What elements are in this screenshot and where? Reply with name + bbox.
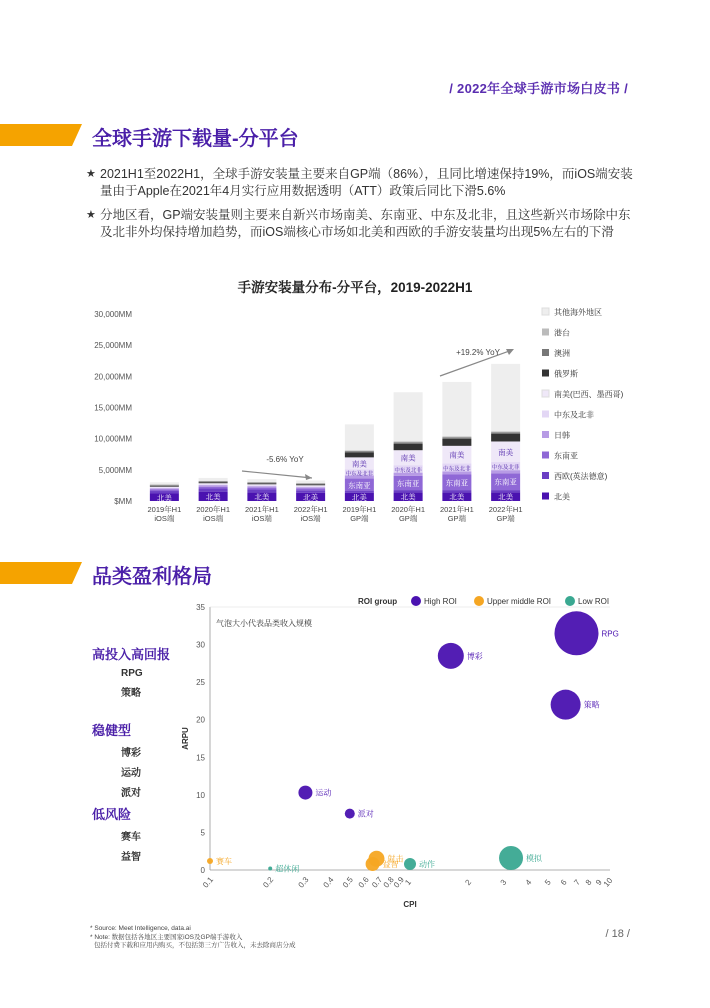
bar-segment (491, 364, 520, 432)
bubble-point (555, 611, 599, 655)
bar-segment (296, 490, 325, 492)
x-tick-label: 4 (523, 877, 534, 887)
x-tick-label: 2019年H1 (342, 505, 377, 514)
legend-swatch (542, 390, 549, 397)
x-tick-label: iOS端 (251, 514, 272, 523)
trend-arrow-ios (242, 471, 312, 478)
bar-segment (491, 431, 520, 432)
bar-segment (345, 424, 374, 450)
x-tick-label: 1 (403, 877, 413, 887)
legend-label: 西欧(英法德意) (554, 472, 608, 481)
bubble-label: 博彩 (466, 651, 483, 661)
bar-segment (296, 489, 325, 491)
legend-bubble-icon (411, 596, 421, 606)
bar-segment (150, 485, 179, 486)
category-group-label: 稳健型 (92, 723, 132, 738)
bubble-chart (180, 592, 630, 914)
bar-segment (199, 481, 228, 482)
legend-bubble-icon (565, 596, 575, 606)
legend-bubble-icon (474, 596, 484, 606)
bar-segment (442, 436, 471, 437)
x-tick-label: 8 (583, 877, 594, 887)
category-group (92, 804, 192, 863)
bubble-label: 派对 (357, 809, 374, 819)
bar-segment (247, 489, 276, 492)
bubble-point (207, 858, 213, 864)
legend-label: 东南亚 (554, 451, 578, 461)
y-tick-label: 5 (200, 828, 205, 838)
legend-label: 港台 (554, 328, 570, 338)
legend-swatch (542, 349, 549, 356)
category-item: 运动 (121, 768, 141, 779)
bubble-point (268, 866, 272, 870)
bar-segment (150, 489, 179, 491)
legend-label: 北美 (554, 492, 570, 502)
bubble-label: 运动 (315, 788, 332, 798)
x-tick-label: 2020年H1 (391, 505, 426, 514)
star-bullet-icon: ★ (86, 168, 96, 180)
bubble-label: 赛车 (216, 856, 232, 866)
x-tick-label: GP端 (398, 514, 418, 523)
bar-data-label: 中东及北非 (443, 466, 471, 473)
bar-segment (394, 490, 423, 492)
x-tick-label: iOS端 (300, 514, 321, 523)
y-tick-label: 35 (196, 603, 205, 612)
x-tick-label: GP端 (496, 514, 515, 523)
bar-segment (150, 488, 179, 489)
category-side-list (92, 644, 192, 863)
bar-segment (150, 488, 179, 489)
x-tick-label: 3 (498, 877, 509, 887)
x-tick-label: 0.5 (340, 875, 355, 890)
bar-segment (394, 441, 423, 442)
bar-data-label: 南美 (400, 453, 416, 463)
bubble-point (404, 858, 416, 870)
legend-swatch (542, 329, 549, 336)
x-tick-label: 6 (558, 877, 569, 887)
x-tick-label: 2022年H1 (293, 505, 328, 514)
bar-data-label: 南美 (351, 459, 367, 469)
x-tick-label: 2 (463, 877, 474, 887)
bar-segment (491, 434, 520, 441)
x-axis-label: CPI (403, 900, 417, 909)
header-title: / 2022年全球手游市场白皮书 / (449, 81, 628, 96)
page-number: / 18 / (605, 928, 630, 940)
y-tick-label: 0 (200, 866, 205, 875)
x-tick-label: 2022年H1 (488, 505, 523, 514)
bar-data-label: 中东及北非 (394, 467, 422, 474)
bar-segment (296, 486, 325, 487)
x-tick-label: 0.6 (356, 875, 371, 890)
y-tick-label: 10 (196, 790, 205, 800)
arrow-head-icon (305, 474, 312, 480)
legend-label: 其他海外地区 (554, 308, 602, 317)
x-tick-label: 7 (572, 877, 582, 887)
x-tick-label: 10 (601, 876, 615, 889)
bullet-item (86, 166, 640, 200)
bar-segment (199, 481, 228, 482)
bar-data-label: 北美 (205, 492, 221, 502)
bar-data-label: 北美 (498, 492, 514, 502)
y-tick-label: 20,000MM (94, 372, 132, 382)
bar-segment (150, 486, 179, 487)
bubble-point (298, 786, 312, 800)
bar-segment (296, 484, 325, 485)
x-tick-label: 0.9 (391, 875, 406, 890)
bar-segment (296, 483, 325, 484)
bubble-label: 射击 (387, 854, 404, 864)
bar-data-label: 南美 (449, 450, 465, 460)
category-item: 策略 (121, 688, 141, 699)
bar-data-label: 东南亚 (396, 478, 420, 488)
legend-swatch (542, 370, 549, 377)
category-group-label: 低风险 (92, 807, 132, 822)
y-tick-label: 10,000MM (94, 434, 132, 444)
bar-segment (199, 483, 228, 484)
bar-data-label: 北美 (400, 492, 416, 502)
bar-segment (247, 484, 276, 485)
legend-title: ROI group (358, 597, 398, 606)
x-tick-label: 0.1 (201, 875, 216, 890)
bar-segment (491, 490, 520, 492)
category-item: 派对 (121, 788, 141, 799)
legend-swatch (542, 308, 549, 315)
bar-segment (247, 482, 276, 483)
legend-swatch (542, 493, 549, 500)
bubble-label: 模拟 (526, 853, 543, 863)
category-group-label: 高投入高回报 (92, 647, 171, 662)
bar-segment (199, 485, 228, 487)
bar-segment (296, 484, 325, 485)
bar-segment (345, 452, 374, 457)
category-item: 赛车 (121, 832, 141, 843)
bar-data-label: 南美 (498, 447, 514, 457)
bar-segment (247, 483, 276, 484)
section-bar-1 (0, 124, 72, 146)
bullet-item (86, 207, 640, 241)
bar-segment (247, 488, 276, 490)
bar-segment (247, 486, 276, 487)
legend-label: 日韩 (554, 431, 570, 440)
footer-note: * Note: 数据包括各地区主要国家iOS及GP端手游收入 (90, 933, 243, 941)
bubble-point (551, 690, 581, 720)
category-group (92, 720, 192, 804)
stacked-bar-chart (0, 300, 710, 540)
bar-segment (247, 485, 276, 486)
legend-swatch (542, 452, 549, 459)
bar-segment (345, 451, 374, 452)
y-tick-label: 15 (196, 753, 205, 763)
star-bullet-icon: ★ (86, 209, 96, 221)
footer-source: * Source: Meet Intelligence, data.ai (90, 925, 191, 932)
bar-data-label: 中东及北非 (345, 471, 374, 478)
x-tick-label: 0.3 (296, 875, 311, 890)
section-bar-2 (0, 562, 72, 584)
y-tick-label: 30 (196, 640, 205, 650)
bar-segment (394, 444, 423, 450)
y-tick-label: 5,000MM (98, 465, 132, 475)
category-group (92, 644, 192, 720)
x-tick-label: 5 (543, 877, 553, 887)
bar-segment (199, 489, 228, 492)
bar-data-label: 北美 (254, 492, 270, 502)
x-tick-label: GP端 (350, 514, 369, 523)
y-tick-label: $MM (114, 497, 132, 506)
legend-label: 南美(巴西、墨西哥) (554, 390, 624, 399)
bubble-label: 策略 (583, 700, 600, 710)
section-bar-2-cut (72, 562, 82, 584)
bar-data-label: 东南亚 (348, 480, 371, 490)
x-tick-label: 2020年H1 (196, 505, 231, 514)
bubble-label: 超休闲 (275, 864, 300, 874)
bubble-point (369, 851, 385, 867)
y-axis-label: ARPU (181, 727, 190, 750)
bar-segment (247, 483, 276, 484)
section-bar-1-cut (72, 124, 82, 146)
bar-segment (199, 478, 228, 481)
bar-segment (199, 487, 228, 489)
legend-label: 俄罗斯 (554, 369, 578, 379)
chart1-title: 手游安装量分布-分平台，2019-2022H1 (237, 280, 473, 295)
bar-segment (150, 491, 179, 493)
x-tick-label: 0.7 (370, 875, 385, 890)
legend-swatch (542, 472, 549, 479)
section-title-profit: 品类盈利格局 (92, 566, 212, 588)
x-tick-label: 2021年H1 (244, 505, 279, 514)
y-tick-label: 25 (196, 678, 205, 688)
bullet-text: 2021H1至2022H1，全球手游安装量主要来自GP端（86%），且同比增速保持19%，而iOS端安装量由于Apple在2021年4月实行应用数据透明（ATT）政策后同比下滑5.6% (100, 167, 633, 198)
bar-segment (150, 482, 179, 484)
bar-data-label: 北美 (303, 492, 319, 502)
bar-data-label: 北美 (351, 492, 367, 502)
x-tick-label: iOS端 (203, 514, 224, 523)
bar-segment (199, 482, 228, 483)
bubble-label: RPG (601, 629, 619, 639)
footer-note-2: 包括付费下载和应用内购买，不包括第三方广告收入，未去除商店分成 (94, 942, 296, 949)
legend-swatch (542, 431, 549, 438)
bar-segment (394, 442, 423, 444)
bar-segment (150, 484, 179, 485)
bubble-point (345, 809, 355, 819)
x-tick-label: iOS端 (154, 514, 175, 523)
x-tick-label: GP端 (447, 514, 467, 523)
bar-segment (199, 484, 228, 485)
bar-segment (491, 432, 520, 434)
bar-data-label: 东南亚 (445, 478, 469, 488)
bar-segment (345, 491, 374, 493)
chart-note: 气泡大小代表品类收入规模 (216, 619, 312, 628)
bar-segment (394, 392, 423, 441)
bar-segment (296, 487, 325, 488)
category-item: 益智 (121, 852, 141, 863)
legend-swatch (542, 411, 549, 418)
y-tick-label: 30,000MM (94, 310, 132, 319)
legend-label: 澳洲 (554, 349, 570, 358)
bar-segment (442, 490, 471, 492)
bar-data-label: 北美 (156, 493, 172, 503)
category-item: RPG (121, 668, 143, 679)
bar-segment (296, 485, 325, 486)
bar-data-label: 中东及北非 (491, 465, 520, 472)
bar-segment (442, 439, 471, 446)
x-tick-label: 0.2 (261, 875, 276, 890)
x-tick-label: 2021年H1 (439, 505, 474, 514)
bullet-list (86, 166, 640, 248)
footer-notes (90, 925, 296, 951)
x-tick-label: 9 (594, 877, 604, 887)
x-tick-label: 0.8 (381, 875, 396, 890)
annotation-ios-yoy: -5.6% YoY (266, 455, 304, 464)
x-tick-label: 2019年H1 (147, 505, 182, 514)
bar-segment (442, 437, 471, 439)
legend-label: 中东及北非 (554, 410, 594, 420)
bar-segment (247, 479, 276, 482)
section-title-downloads: 全球手游下载量-分平台 (92, 128, 299, 150)
bar-segment (150, 487, 179, 488)
y-tick-label: 25,000MM (94, 341, 132, 351)
category-item: 博彩 (121, 748, 141, 759)
bar-data-label: 北美 (449, 492, 465, 502)
legend-label: High ROI (424, 597, 457, 606)
bar-data-label: 东南亚 (494, 477, 517, 487)
bubble-point (438, 643, 464, 669)
bullet-text: 分地区看，GP端安装量则主要来自新兴市场南美、东南亚、中东及北非，且这些新兴市场除中东及北非外均保持增加趋势，而iOS端核心市场如北美和西欧的手游安装量均出现5%左右的下滑 (100, 208, 631, 239)
bar-segment (442, 382, 471, 437)
y-tick-label: 15,000MM (94, 403, 132, 413)
y-tick-label: 20 (196, 715, 205, 725)
legend-label: Upper middle ROI (487, 597, 552, 606)
legend-label: Low ROI (578, 597, 610, 606)
annotation-gp-yoy: +19.2% YoY (456, 348, 500, 357)
x-tick-label: 0.4 (321, 875, 336, 890)
bar-segment (296, 480, 325, 483)
bubble-label: 益智 (382, 859, 399, 869)
bar-segment (345, 451, 374, 452)
bubble-point (499, 846, 523, 870)
bubble-label: 动作 (419, 859, 435, 869)
